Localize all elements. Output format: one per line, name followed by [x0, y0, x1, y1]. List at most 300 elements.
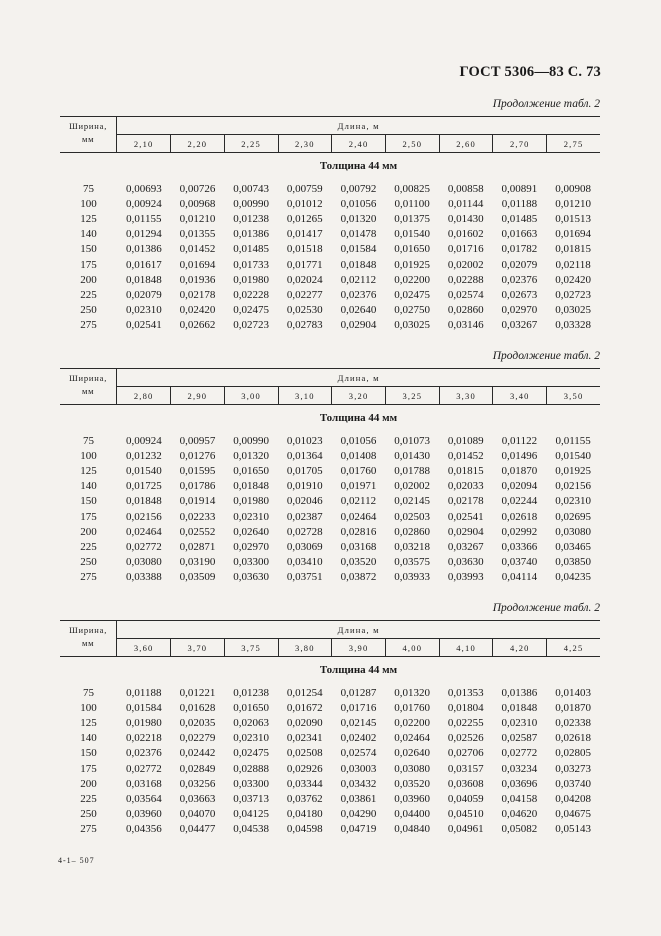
volume-cell: 0,02860	[394, 525, 430, 538]
length-cell: 2,20	[171, 135, 225, 153]
length-cell: 3,75	[224, 639, 278, 657]
volume-cell: 0,03850	[555, 556, 591, 569]
volume-cell: 0,02310	[501, 716, 538, 729]
volume-cell: 0,01705	[286, 464, 323, 477]
length-cell: 2,40	[332, 135, 386, 153]
volume-cell: 0,04180	[286, 808, 323, 821]
volume-cell: 0,02970	[233, 540, 270, 553]
table-row	[60, 272, 600, 287]
volume-cell: 0,01073	[394, 434, 430, 447]
volume-cell: 0,03520	[340, 556, 377, 569]
volume-cell: 0,03696	[501, 777, 538, 790]
width-value: 250	[80, 556, 97, 569]
volume-cell: 0,02156	[555, 480, 591, 493]
width-value: 275	[80, 823, 97, 836]
volume-cell: 0,02420	[179, 304, 216, 317]
data-table	[60, 433, 600, 585]
width-value: 125	[80, 464, 97, 477]
volume-cell: 0,01353	[447, 686, 484, 699]
volume-cell: 0,03025	[555, 304, 591, 317]
volume-cell: 0,02526	[447, 732, 484, 745]
table-row	[60, 791, 600, 806]
width-value: 275	[80, 571, 97, 584]
volume-cell: 0,02904	[447, 525, 484, 538]
volume-cell: 0,02871	[179, 540, 216, 553]
volume-cell: 0,01936	[179, 273, 216, 286]
volume-cell: 0,04477	[179, 823, 216, 836]
volume-cell: 0,01786	[179, 480, 216, 493]
volume-cell: 0,03740	[501, 556, 538, 569]
volume-cell: 0,02541	[125, 319, 162, 332]
volume-cell: 0,02118	[555, 258, 591, 271]
volume-cell: 0,01848	[125, 273, 162, 286]
length-cell: 3,00	[224, 387, 278, 405]
table-caption: Продолжение табл. 2	[492, 98, 600, 110]
volume-cell: 0,02849	[179, 762, 216, 775]
length-header: Длина, м	[117, 117, 600, 135]
volume-cell: 0,01602	[447, 228, 484, 241]
volume-cell: 0,01910	[286, 480, 323, 493]
volume-cell: 0,02464	[394, 732, 430, 745]
volume-cell: 0,02218	[125, 732, 162, 745]
volume-cell: 0,01100	[394, 197, 430, 210]
volume-cell: 0,02695	[555, 510, 591, 523]
thickness-label: Толщина 44 мм	[319, 160, 398, 172]
volume-cell: 0,01364	[286, 449, 323, 462]
volume-cell: 0,03663	[179, 792, 216, 805]
width-unit: мм	[81, 638, 95, 648]
volume-cell: 0,03003	[340, 762, 377, 775]
volume-cell: 0,03861	[340, 792, 377, 805]
volume-cell: 0,02145	[340, 716, 377, 729]
volume-cell: 0,04961	[447, 823, 484, 836]
table-row	[60, 463, 600, 478]
length-cell: 3,20	[332, 387, 386, 405]
length-cell: 3,60	[117, 639, 171, 657]
table-row	[60, 448, 600, 463]
table-row	[60, 479, 600, 494]
volume-cell: 0,01980	[233, 273, 270, 286]
table-block-2	[60, 350, 600, 585]
volume-cell: 0,03146	[447, 319, 484, 332]
volume-cell: 0,02002	[394, 480, 430, 493]
volume-cell: 0,03465	[555, 540, 591, 553]
volume-cell: 0,02341	[286, 732, 323, 745]
volume-cell: 0,03300	[233, 777, 270, 790]
volume-cell: 0,00957	[179, 434, 216, 447]
volume-cell: 0,01355	[179, 228, 216, 241]
volume-cell: 0,01760	[394, 701, 430, 714]
volume-cell: 0,01320	[233, 449, 270, 462]
volume-cell: 0,02046	[286, 495, 323, 508]
volume-cell: 0,02640	[340, 304, 377, 317]
volume-cell: 0,01089	[447, 434, 484, 447]
volume-cell: 0,02310	[233, 510, 270, 523]
width-label: Ширина,	[69, 121, 108, 131]
volume-cell: 0,01540	[125, 464, 162, 477]
volume-cell: 0,01056	[340, 434, 377, 447]
volume-cell: 0,00792	[340, 182, 377, 195]
volume-cell: 0,01188	[126, 686, 162, 699]
volume-cell: 0,02723	[233, 319, 270, 332]
length-cell: 3,50	[547, 387, 600, 405]
volume-cell: 0,04208	[555, 792, 591, 805]
volume-cell: 0,02503	[394, 510, 430, 523]
volume-cell: 0,01155	[555, 434, 591, 447]
volume-cell: 0,02178	[447, 495, 484, 508]
volume-cell: 0,01848	[125, 495, 162, 508]
volume-cell: 0,01980	[125, 716, 162, 729]
length-cell: 4,00	[385, 639, 439, 657]
volume-cell: 0,03713	[233, 792, 270, 805]
volume-cell: 0,02530	[286, 304, 323, 317]
volume-cell: 0,01386	[233, 228, 270, 241]
volume-cell: 0,02112	[340, 495, 377, 508]
volume-cell: 0,01238	[233, 686, 270, 699]
length-cell: 2,10	[117, 135, 171, 153]
volume-cell: 0,01971	[340, 480, 377, 493]
width-value: 275	[80, 319, 97, 332]
volume-cell: 0,02552	[179, 525, 216, 538]
width-value: 140	[80, 732, 97, 745]
volume-cell: 0,03762	[286, 792, 323, 805]
volume-cell: 0,02288	[447, 273, 484, 286]
volume-cell: 0,03366	[501, 540, 538, 553]
volume-cell: 0,01210	[555, 197, 591, 210]
table-block-3	[60, 602, 600, 837]
volume-cell: 0,02402	[340, 732, 377, 745]
volume-cell: 0,01478	[340, 228, 377, 241]
volume-cell: 0,02387	[286, 510, 323, 523]
volume-cell: 0,02002	[447, 258, 484, 271]
volume-cell: 0,01870	[555, 701, 591, 714]
volume-cell: 0,01980	[233, 495, 270, 508]
volume-cell: 0,02904	[340, 319, 377, 332]
volume-cell: 0,02156	[125, 510, 162, 523]
volume-cell: 0,02079	[125, 288, 162, 301]
volume-cell: 0,02970	[501, 304, 538, 317]
volume-cell: 0,01238	[233, 212, 270, 225]
width-label: Ширина,	[69, 373, 108, 383]
volume-cell: 0,01650	[394, 243, 430, 256]
volume-cell: 0,04070	[179, 808, 216, 821]
width-value: 125	[80, 716, 97, 729]
width-value: 225	[80, 540, 97, 553]
volume-cell: 0,01294	[125, 228, 162, 241]
length-cell: 2,25	[224, 135, 278, 153]
volume-cell: 0,01232	[125, 449, 162, 462]
width-unit: мм	[81, 386, 95, 396]
width-column-header	[60, 117, 117, 153]
length-cell: 2,60	[439, 135, 493, 153]
volume-cell: 0,03740	[555, 777, 591, 790]
width-value: 150	[80, 243, 97, 256]
width-value: 75	[83, 434, 94, 447]
volume-cell: 0,02200	[394, 716, 430, 729]
volume-cell: 0,01584	[125, 701, 162, 714]
volume-cell: 0,01650	[233, 701, 270, 714]
volume-cell: 0,01617	[125, 258, 162, 271]
length-cell: 3,10	[278, 387, 332, 405]
volume-cell: 0,02723	[555, 288, 591, 301]
table-row	[60, 196, 600, 211]
volume-cell: 0,00743	[233, 182, 270, 195]
volume-cell: 0,01265	[286, 212, 323, 225]
volume-cell: 0,04510	[447, 808, 484, 821]
table-row	[60, 715, 600, 730]
volume-cell: 0,01254	[286, 686, 323, 699]
volume-cell: 0,04125	[233, 808, 270, 821]
volume-cell: 0,01848	[501, 701, 538, 714]
volume-cell: 0,02464	[125, 525, 162, 538]
volume-cell: 0,01815	[447, 464, 484, 477]
width-value: 200	[80, 273, 97, 286]
volume-cell: 0,02255	[447, 716, 484, 729]
volume-cell: 0,02475	[394, 288, 430, 301]
width-label: Ширина,	[69, 625, 108, 635]
volume-cell: 0,01914	[179, 495, 216, 508]
volume-cell: 0,04235	[555, 571, 591, 584]
volume-cell: 0,01788	[394, 464, 430, 477]
volume-cell: 0,04059	[447, 792, 484, 805]
volume-cell: 0,02475	[233, 304, 270, 317]
length-cell: 3,30	[439, 387, 493, 405]
volume-cell: 0,02926	[286, 762, 323, 775]
volume-cell: 0,03267	[501, 319, 538, 332]
volume-cell: 0,03273	[555, 762, 591, 775]
width-unit: мм	[81, 134, 95, 144]
volume-cell: 0,03410	[286, 556, 323, 569]
width-column-header	[60, 621, 117, 657]
volume-cell: 0,01650	[233, 464, 270, 477]
volume-cell: 0,01430	[447, 212, 484, 225]
volume-cell: 0,02888	[233, 762, 270, 775]
volume-cell: 0,01628	[179, 701, 216, 714]
volume-cell: 0,01760	[340, 464, 377, 477]
data-table	[60, 181, 600, 333]
table-row	[60, 227, 600, 242]
width-value: 140	[80, 228, 97, 241]
table-row	[60, 539, 600, 554]
volume-cell: 0,03080	[555, 525, 591, 538]
volume-cell: 0,02673	[501, 288, 538, 301]
volume-cell: 0,01485	[501, 212, 538, 225]
width-value: 225	[80, 288, 97, 301]
thickness-label: Толщина 44 мм	[319, 664, 398, 676]
volume-cell: 0,02728	[286, 525, 323, 538]
volume-cell: 0,05143	[555, 823, 591, 836]
volume-cell: 0,00891	[501, 182, 538, 195]
volume-cell: 0,03267	[447, 540, 484, 553]
volume-cell: 0,02587	[501, 732, 538, 745]
volume-cell: 0,01782	[501, 243, 538, 256]
volume-cell: 0,01452	[447, 449, 484, 462]
table-row	[60, 807, 600, 822]
volume-cell: 0,03300	[233, 556, 270, 569]
volume-cell: 0,01408	[340, 449, 377, 462]
volume-cell: 0,02772	[125, 762, 162, 775]
volume-cell: 0,04598	[286, 823, 323, 836]
volume-cell: 0,01672	[286, 701, 323, 714]
volume-cell: 0,03432	[340, 777, 377, 790]
volume-cell: 0,02310	[555, 495, 591, 508]
volume-cell: 0,02024	[286, 273, 323, 286]
volume-cell: 0,01925	[394, 258, 430, 271]
length-cell: 2,30	[278, 135, 332, 153]
volume-cell: 0,01848	[233, 480, 270, 493]
volume-cell: 0,01210	[179, 212, 216, 225]
volume-cell: 0,00968	[179, 197, 216, 210]
volume-cell: 0,03344	[286, 777, 323, 790]
volume-cell: 0,02662	[179, 319, 216, 332]
volume-cell: 0,03168	[340, 540, 377, 553]
volume-cell: 0,04675	[555, 808, 591, 821]
length-header: Длина, м	[117, 369, 600, 387]
volume-cell: 0,02079	[501, 258, 538, 271]
table-block-1	[60, 98, 600, 333]
width-value: 75	[83, 182, 94, 195]
table-row	[60, 257, 600, 272]
volume-cell: 0,03960	[394, 792, 430, 805]
volume-cell: 0,02772	[125, 540, 162, 553]
volume-cell: 0,01815	[555, 243, 591, 256]
width-value: 175	[80, 258, 97, 271]
volume-cell: 0,04400	[394, 808, 430, 821]
volume-cell: 0,02244	[501, 495, 538, 508]
volume-cell: 0,02376	[501, 273, 538, 286]
volume-cell: 0,01925	[555, 464, 591, 477]
volume-cell: 0,03080	[394, 762, 430, 775]
volume-cell: 0,01320	[340, 212, 377, 225]
volume-cell: 0,01716	[447, 243, 484, 256]
page-footer: 4-1– 507	[58, 856, 95, 865]
table-row	[60, 303, 600, 318]
table-row	[60, 555, 600, 570]
width-value: 100	[80, 197, 97, 210]
table-row	[60, 242, 600, 257]
table-row	[60, 731, 600, 746]
volume-cell: 0,01386	[125, 243, 162, 256]
volume-cell: 0,03933	[394, 571, 430, 584]
length-cell: 3,40	[493, 387, 547, 405]
volume-cell: 0,02090	[286, 716, 323, 729]
volume-cell: 0,03157	[447, 762, 484, 775]
volume-cell: 0,02145	[394, 495, 430, 508]
volume-cell: 0,01540	[555, 449, 591, 462]
volume-cell: 0,01663	[501, 228, 538, 241]
volume-cell: 0,03328	[555, 319, 591, 332]
volume-cell: 0,03872	[340, 571, 377, 584]
volume-cell: 0,01540	[394, 228, 430, 241]
width-value: 100	[80, 701, 97, 714]
width-value: 125	[80, 212, 97, 225]
table-row	[60, 822, 600, 837]
volume-cell: 0,01694	[179, 258, 216, 271]
volume-cell: 0,01188	[501, 197, 538, 210]
volume-cell: 0,03080	[125, 556, 162, 569]
volume-cell: 0,03256	[179, 777, 216, 790]
volume-cell: 0,01056	[340, 197, 377, 210]
volume-cell: 0,02783	[286, 319, 323, 332]
volume-cell: 0,03388	[125, 571, 162, 584]
volume-cell: 0,01430	[394, 449, 430, 462]
width-value: 150	[80, 747, 97, 760]
volume-cell: 0,02816	[340, 525, 377, 538]
volume-cell: 0,02442	[179, 747, 216, 760]
length-cell: 4,20	[493, 639, 547, 657]
volume-cell: 0,02112	[340, 273, 377, 286]
volume-cell: 0,01122	[501, 434, 538, 447]
volume-cell: 0,01694	[555, 228, 591, 241]
volume-cell: 0,04538	[233, 823, 270, 836]
length-header: Длина, м	[117, 621, 600, 639]
volume-cell: 0,02541	[447, 510, 484, 523]
volume-cell: 0,02464	[340, 510, 377, 523]
volume-cell: 0,02310	[233, 732, 270, 745]
volume-cell: 0,03069	[286, 540, 323, 553]
volume-cell: 0,04620	[501, 808, 538, 821]
table-row	[60, 761, 600, 776]
volume-cell: 0,01012	[286, 197, 323, 210]
volume-cell: 0,03630	[447, 556, 484, 569]
volume-cell: 0,04290	[340, 808, 377, 821]
volume-cell: 0,03993	[447, 571, 484, 584]
volume-cell: 0,02750	[394, 304, 430, 317]
volume-cell: 0,01804	[447, 701, 484, 714]
volume-cell: 0,01144	[448, 197, 484, 210]
volume-cell: 0,01848	[340, 258, 377, 271]
width-value: 100	[80, 449, 97, 462]
volume-cell: 0,02618	[555, 732, 591, 745]
table-row	[60, 318, 600, 333]
volume-cell: 0,01725	[125, 480, 162, 493]
volume-cell: 0,04114	[501, 571, 538, 584]
volume-cell: 0,02640	[394, 747, 430, 760]
table-caption: Продолжение табл. 2	[492, 602, 600, 614]
volume-cell: 0,01417	[286, 228, 323, 241]
volume-cell: 0,02508	[286, 747, 323, 760]
volume-cell: 0,02618	[501, 510, 538, 523]
volume-cell: 0,03025	[394, 319, 430, 332]
volume-cell: 0,02376	[125, 747, 162, 760]
volume-cell: 0,01155	[126, 212, 162, 225]
volume-cell: 0,00726	[179, 182, 216, 195]
volume-cell: 0,02338	[555, 716, 591, 729]
width-column-header	[60, 369, 117, 405]
volume-cell: 0,03608	[447, 777, 484, 790]
volume-cell: 0,02805	[555, 747, 591, 760]
length-cell: 3,70	[171, 639, 225, 657]
volume-cell: 0,04356	[125, 823, 162, 836]
volume-cell: 0,00825	[394, 182, 430, 195]
length-cell: 3,25	[385, 387, 439, 405]
length-cell: 3,90	[332, 639, 386, 657]
volume-cell: 0,01452	[179, 243, 216, 256]
volume-cell: 0,02860	[447, 304, 484, 317]
volume-cell: 0,01221	[179, 686, 216, 699]
volume-cell: 0,00924	[125, 434, 162, 447]
volume-cell: 0,04719	[340, 823, 377, 836]
volume-cell: 0,01733	[233, 258, 270, 271]
volume-cell: 0,02376	[340, 288, 377, 301]
volume-cell: 0,02035	[179, 716, 216, 729]
table-header	[60, 368, 600, 405]
data-table	[60, 685, 600, 837]
length-cell: 3,80	[278, 639, 332, 657]
volume-cell: 0,02574	[340, 747, 377, 760]
width-value: 75	[83, 686, 94, 699]
volume-cell: 0,02200	[394, 273, 430, 286]
